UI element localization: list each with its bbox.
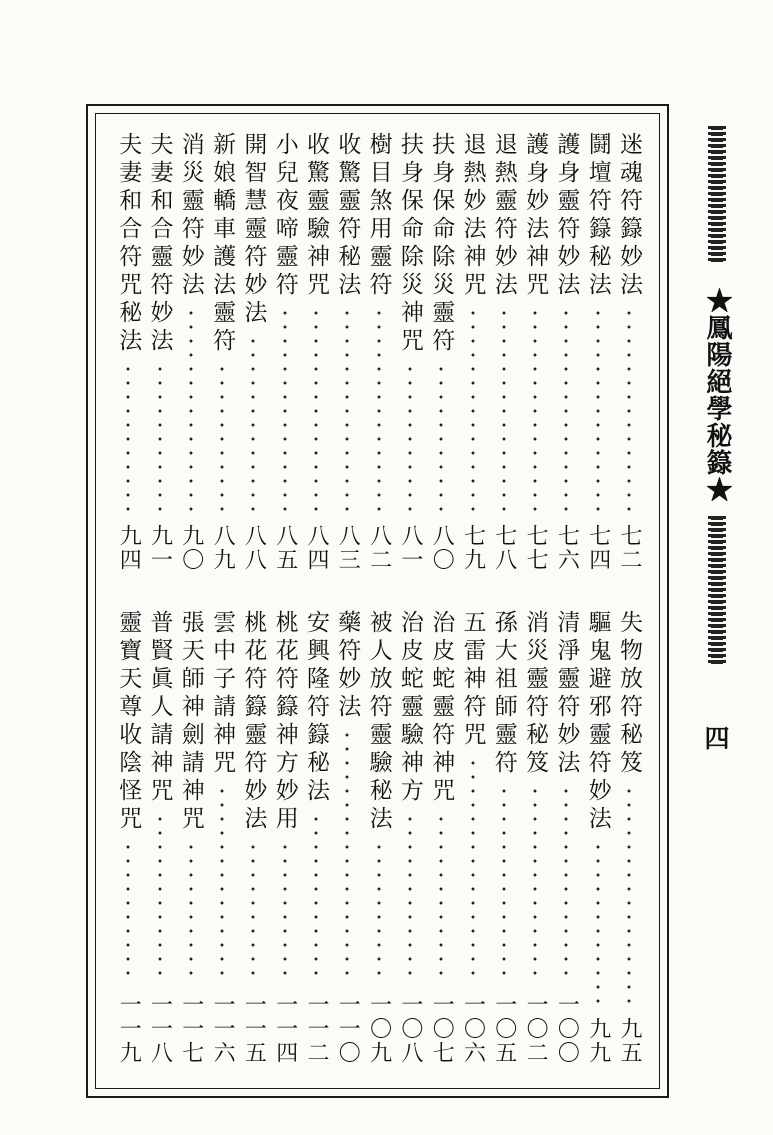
entry-page: 一〇五 — [491, 993, 517, 1065]
ornament-top — [708, 126, 726, 262]
entry-page: 一〇九 — [366, 993, 392, 1065]
lower-toc-entry — [518, 610, 552, 1065]
leader-dots — [564, 784, 568, 985]
entry-title: 桃花符籙神方妙用 — [271, 610, 298, 834]
lower-toc-entry — [174, 610, 208, 1065]
entry-title: 消災靈符妙法 — [177, 132, 204, 300]
entry-title: 藥符妙法 — [334, 610, 361, 722]
entry-title: 開智慧靈符妙法 — [240, 132, 267, 328]
upper-toc-entry — [268, 132, 302, 572]
entry-title: 五雷神符咒 — [459, 610, 486, 750]
leader-dots — [189, 840, 193, 985]
upper-toc-entry — [612, 132, 646, 572]
leader-dots — [502, 784, 506, 985]
entry-title: 普賢眞人請神咒 — [146, 610, 173, 806]
upper-toc-entry — [487, 132, 521, 572]
entry-title: 樹目煞用靈符 — [365, 132, 392, 300]
entry-page: 一一五 — [241, 993, 267, 1065]
leader-dots — [126, 362, 130, 516]
entry-page: 一一七 — [178, 993, 204, 1065]
entry-page: 一〇八 — [397, 993, 423, 1065]
entry-page: 八四 — [304, 524, 329, 572]
entry-title: 孫大祖師靈符 — [490, 610, 517, 778]
leader-dots — [533, 784, 537, 985]
leader-dots — [439, 812, 443, 985]
lower-toc-entry — [236, 610, 270, 1065]
leader-dots — [189, 306, 193, 516]
entry-title: 驅鬼避邪靈符妙法 — [584, 610, 611, 834]
entry-page: 一一二 — [304, 993, 329, 1065]
entry-page: 八三 — [335, 524, 361, 572]
lower-toc-entry — [456, 610, 490, 1065]
leader-dots — [377, 840, 381, 985]
leader-dots — [627, 306, 631, 516]
entry-title: 失物放符秘笈 — [616, 610, 642, 778]
entry-page: 八八 — [241, 524, 267, 572]
lower-toc-entry — [268, 610, 302, 1065]
leader-dots — [439, 362, 443, 516]
lower-toc-entry — [111, 610, 145, 1065]
upper-toc-entry — [549, 132, 583, 572]
entry-title: 護身妙法神咒 — [522, 132, 549, 300]
entry-title: 雲中子請神咒 — [209, 610, 236, 778]
leader-dots — [283, 840, 287, 985]
entry-title: 夫妻和合靈符妙法 — [146, 132, 173, 356]
leader-dots — [220, 362, 224, 516]
leader-dots — [596, 840, 600, 1009]
entry-page: 一一九 — [116, 993, 142, 1065]
upper-toc-entry — [330, 132, 364, 572]
lower-toc-entry — [581, 610, 615, 1065]
entry-title: 迷魂符籙妙法 — [616, 132, 642, 300]
entry-title: 清淨靈符妙法 — [553, 610, 580, 778]
entry-title: 治皮蛇靈驗神方 — [396, 610, 423, 806]
leader-dots — [126, 840, 130, 985]
entry-title: 張天師神劍請神咒 — [177, 610, 204, 834]
entry-page: 七四 — [585, 524, 611, 572]
entry-page: 九四 — [116, 524, 142, 572]
upper-toc-entry — [362, 132, 396, 572]
upper-toc-entry — [456, 132, 490, 572]
entry-page: 一〇二 — [523, 993, 549, 1065]
upper-toc-entry — [205, 132, 239, 572]
leader-dots — [377, 306, 381, 516]
entry-page: 一一四 — [272, 993, 298, 1065]
entry-title: 護身靈符妙法 — [553, 132, 580, 300]
book-title: ★鳳陽絕學秘籙★ — [702, 287, 732, 503]
lower-toc-entry — [393, 610, 427, 1065]
leader-dots — [471, 306, 475, 516]
leader-dots — [220, 784, 224, 985]
leader-dots — [502, 306, 506, 516]
entry-title: 新娘轎車護法靈符 — [209, 132, 236, 356]
leader-dots — [408, 812, 412, 985]
upper-toc-entry — [174, 132, 208, 572]
entry-title: 靈寶天尊收陰怪咒 — [115, 610, 142, 834]
entry-title: 收驚靈驗神咒 — [303, 132, 329, 300]
lower-toc-entry — [143, 610, 177, 1065]
upper-toc-entry — [518, 132, 552, 572]
entry-page: 八五 — [272, 524, 298, 572]
entry-page: 七八 — [491, 524, 517, 572]
entry-page: 九〇 — [178, 524, 204, 572]
entry-page: 七二 — [617, 524, 642, 572]
entry-page: 八二 — [366, 524, 392, 572]
entry-title: 退熱妙法神咒 — [459, 132, 486, 300]
lower-toc-entry — [205, 610, 239, 1065]
leader-dots — [345, 306, 349, 516]
upper-toc-entry — [299, 132, 333, 572]
entry-page: 一一六 — [210, 993, 236, 1065]
lower-toc-entry — [362, 610, 396, 1065]
entry-page: 一一〇 — [335, 993, 361, 1065]
leader-dots — [345, 728, 349, 985]
upper-toc-entry — [581, 132, 615, 572]
entry-page: 七九 — [460, 524, 486, 572]
entry-page: 九五 — [617, 1017, 642, 1065]
lower-toc-entry — [330, 610, 364, 1065]
entry-page: 一〇〇 — [554, 993, 580, 1065]
entry-page: 八九 — [210, 524, 236, 572]
leader-dots — [314, 306, 318, 516]
leader-dots — [251, 334, 255, 516]
entry-title: 退熱靈符妙法 — [490, 132, 517, 300]
lower-toc-entry — [299, 610, 333, 1065]
ornament-bottom — [708, 516, 726, 666]
lower-toc-entry — [424, 610, 458, 1065]
page-number: 四 — [704, 724, 730, 753]
entry-page: 九九 — [585, 1017, 611, 1065]
entry-title: 治皮蛇靈符神咒 — [428, 610, 455, 806]
entry-page: 九一 — [147, 524, 173, 572]
entry-title: 扶身保命除災神咒 — [396, 132, 423, 356]
upper-toc-entry — [236, 132, 270, 572]
entry-page: 七七 — [523, 524, 549, 572]
entry-page: 八〇 — [429, 524, 455, 572]
entry-title: 桃花符籙靈符妙法 — [240, 610, 267, 834]
leader-dots — [314, 812, 318, 985]
entry-title: 消災靈符秘笈 — [522, 610, 549, 778]
lower-toc-entry — [487, 610, 521, 1065]
upper-toc-entry — [143, 132, 177, 572]
entry-page: 一〇六 — [460, 993, 486, 1065]
leader-dots — [251, 840, 255, 985]
entry-title: 夫妻和合符咒秘法 — [115, 132, 142, 356]
upper-toc-entry — [393, 132, 427, 572]
lower-toc-entry — [549, 610, 583, 1065]
entry-page: 八一 — [397, 524, 423, 572]
leader-dots — [158, 362, 162, 516]
leader-dots — [158, 812, 162, 985]
leader-dots — [596, 306, 600, 516]
upper-toc-entry — [111, 132, 145, 572]
leader-dots — [627, 784, 631, 1009]
entry-title: 扶身保命除災靈符 — [428, 132, 455, 356]
leader-dots — [533, 306, 537, 516]
leader-dots — [564, 306, 568, 516]
entry-title: 鬪壇符籙秘法 — [584, 132, 611, 300]
leader-dots — [408, 362, 412, 516]
entry-page: 七六 — [554, 524, 580, 572]
entry-title: 被人放符靈驗秘法 — [365, 610, 392, 834]
entry-page: 一一八 — [147, 993, 173, 1065]
leader-dots — [471, 756, 475, 985]
upper-toc-entry — [424, 132, 458, 572]
entry-title: 收驚靈符秘法 — [334, 132, 361, 300]
entry-title: 小兒夜啼靈符 — [271, 132, 298, 300]
lower-toc-entry — [612, 610, 646, 1065]
entry-title: 安興隆符籙秘法 — [303, 610, 329, 806]
leader-dots — [283, 306, 287, 516]
entry-page: 一〇七 — [429, 993, 455, 1065]
